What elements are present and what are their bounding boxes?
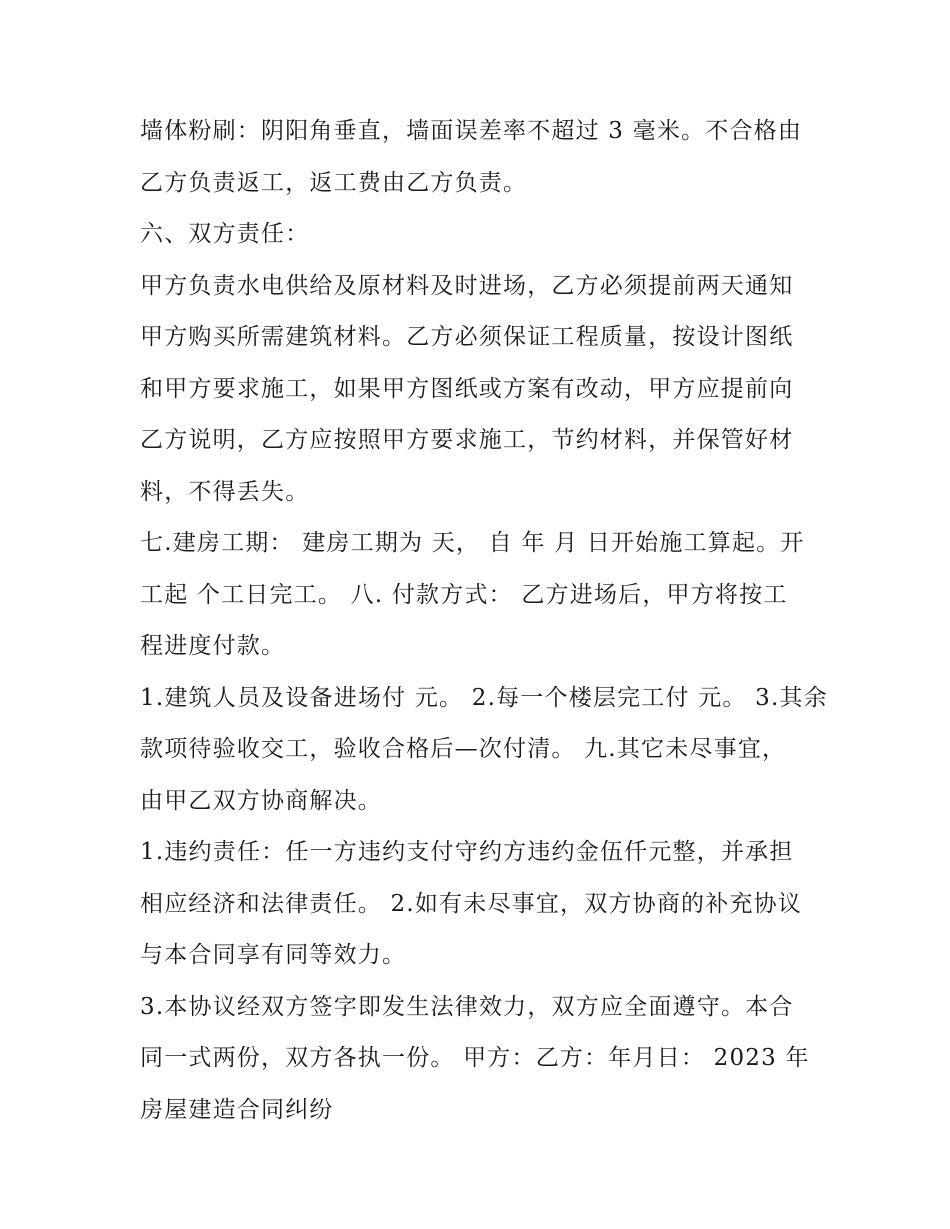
text-line: 乙方负责返工，返工费由乙方负责。 — [140, 169, 528, 196]
text-line: 由甲乙双方协商解决。 — [140, 787, 382, 814]
text-line: 墙体粉刷：阴阳角垂直，墙面误差率不超过 3 毫米。不合格由 — [140, 118, 803, 144]
text-line: 乙方说明，乙方应按照甲方要求施工，节约材料，并保管好材 — [140, 427, 794, 453]
text-line: 程进度付款。 — [140, 633, 286, 659]
text-line: 甲方购买所需建筑材料。乙方必须保证工程质量，按设计图纸 — [140, 324, 794, 350]
text-line: 房屋建造合同纠纷 — [140, 1096, 334, 1123]
text-line: 3.本协议经双方签字即发生法律效力，双方应全面遵守。本合 — [140, 993, 794, 1020]
text-line: 甲方负责水电供给及原材料及时进场，乙方必须提前两天通知 — [140, 272, 794, 299]
text-line: 1.建筑人员及设备进场付 元。 2.每一个楼层完工付 元。 3.其余 — [140, 684, 828, 711]
document-body — [140, 106, 828, 1136]
text-line: 与本合同享有同等效力。 — [140, 942, 407, 968]
text-line: 工起 个工日完工。 八. 付款方式： 乙方进场后，甲方将按工 — [140, 581, 788, 608]
text-line: 同一式两份，双方各执一份。 甲方：乙方：年月日： 2023 年 — [140, 1045, 810, 1071]
section-heading: 六、双方责任： — [140, 221, 310, 247]
text-line: 相应经济和法律责任。 2.如有未尽事宜，双方协商的补充协议 — [140, 890, 803, 917]
text-line: 和甲方要求施工，如果甲方图纸或方案有改动，甲方应提前向 — [140, 375, 794, 402]
text-line: 七.建房工期： 建房工期为 天， 自 年 月 日开始施工算起。开 — [140, 530, 805, 556]
text-line: 1.违约责任：任一方违约支付守约方违约金伍仟元整，并承担 — [140, 839, 794, 865]
text-line: 料，不得丢失。 — [140, 478, 310, 505]
text-line: 款项待验收交工，验收合格后—次付清。 九.其它未尽事宜， — [140, 736, 787, 762]
